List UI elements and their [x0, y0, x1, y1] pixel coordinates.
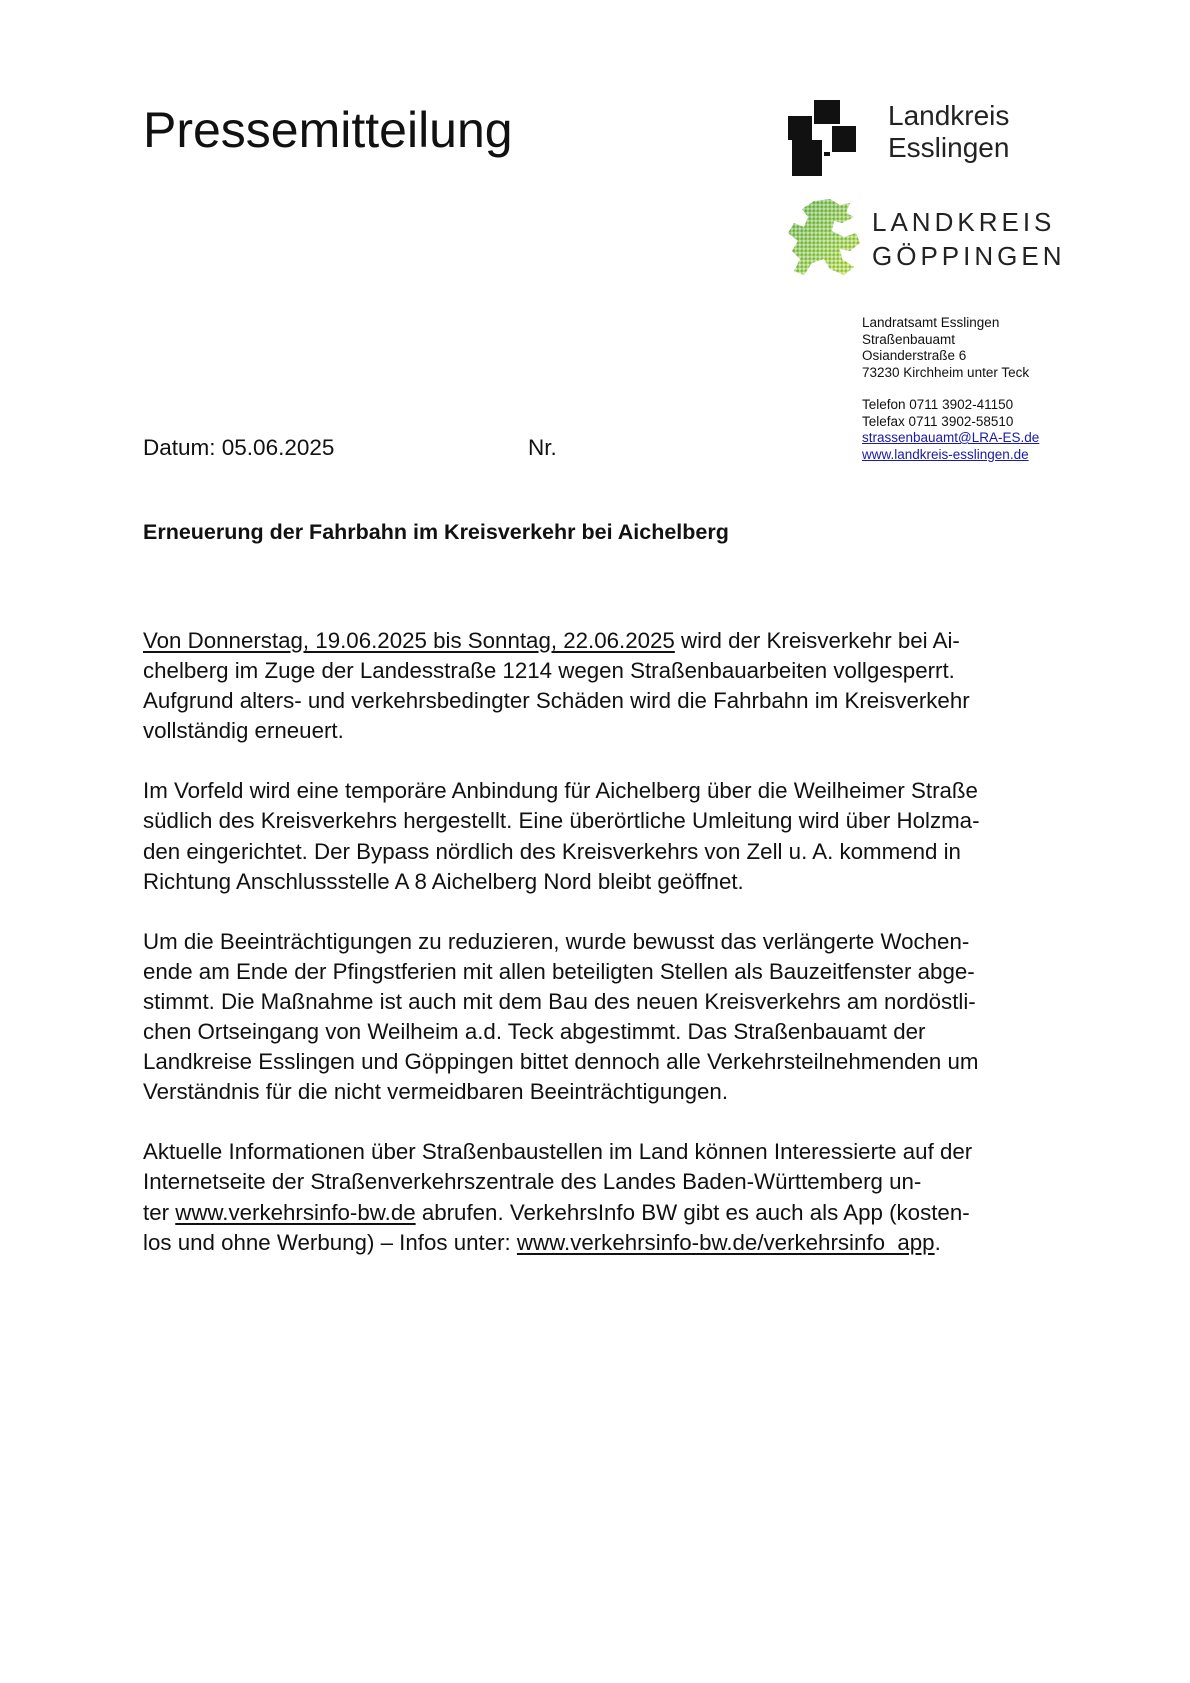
landkreis-esslingen-logo: [788, 100, 1028, 178]
headline: Erneuerung der Fahrbahn im Kreisverkehr bei Aichelberg: [143, 520, 729, 544]
number-label: Nr.: [528, 435, 557, 460]
paragraph-3: [143, 927, 1063, 1108]
text-line: vollständig erneuert.: [143, 718, 344, 744]
text-line: den eingerichtet. Der Bypass nördlich des Kreisverkehrs von Zell u. A. kommend in: [143, 838, 961, 864]
text-line: südlich des Kreisverkehrs hergestellt. Eine überörtliche Umleitung wird über Holzma-: [143, 808, 980, 834]
text-line: stimmt. Die Maßnahme ist auch mit dem Bau des neuen Kreisverkehrs am nordöstli-: [143, 988, 976, 1014]
page-title: Pressemitteilung: [143, 102, 513, 158]
date-range: Von Donnerstag, 19.06.2025 bis Sonntag, 22.06.2025: [143, 628, 675, 653]
text-line: Internetseite der Straßenverkehrszentrale des Landes Baden-Württemberg un-: [143, 1169, 922, 1195]
address-phone: Telefon 0711 3902-41150: [862, 397, 1014, 412]
address-fax: Telefax 0711 3902-58510: [862, 413, 1014, 429]
text-line: Aufgrund alters- und verkehrsbedingter Schäden wird die Fahrbahn im Kreisverkehr: [143, 688, 970, 714]
text-line: Aktuelle Informationen über Straßenbaustellen im Land können Interessierte auf der: [143, 1139, 973, 1165]
address-block: [862, 315, 1039, 463]
logo-es-line1: Landkreis: [888, 100, 1010, 131]
verkehrsinfo-link[interactable]: www.verkehrsinfo-bw.de: [175, 1199, 416, 1225]
body-text: [143, 626, 1063, 1288]
text-line: Im Vorfeld wird eine temporäre Anbindung für Aichelberg über die Weilheimer Straße: [143, 778, 978, 804]
text-line: chen Ortseingang von Weilheim a.d. Teck abgestimmt. Das Straßenbauamt der: [143, 1019, 926, 1045]
address-org: Landratsamt Esslingen: [862, 315, 1000, 330]
landkreis-goeppingen-logo: [784, 197, 1066, 279]
logo-gp-line2: GÖPPINGEN: [872, 241, 1066, 271]
text-fragment: los und ohne Werbung) – Infos unter:: [143, 1229, 517, 1255]
paragraph-4: [143, 1137, 1063, 1257]
text-line: chelberg im Zuge der Landesstraße 1214 wegen Straßenbauarbeiten vollgesperrt.: [143, 658, 955, 684]
text-line: Verständnis für die nicht vermeidbaren Beeinträchtigungen.: [143, 1079, 729, 1105]
lion-icon: [784, 197, 864, 279]
text-fragment: ter: [143, 1199, 176, 1225]
text-line: ende am Ende der Pfingstferien mit allen beteiligten Stellen als Bauzeitfenster abge-: [143, 958, 975, 984]
text-fragment: abrufen. VerkehrsInfo BW gibt es auch als App (kosten-: [415, 1199, 970, 1225]
text-line: Landkreise Esslingen und Göppingen bittet dennoch alle Verkehrsteilnehmenden um: [143, 1049, 979, 1075]
esslingen-squares-icon: [788, 100, 878, 178]
email-link[interactable]: strassenbauamt@LRA-ES.de: [862, 430, 1040, 445]
address-street: Osianderstraße 6: [862, 348, 967, 363]
paragraph-2: [143, 776, 1063, 896]
verkehrsinfo-app-link[interactable]: www.verkehrsinfo-bw.de/verkehrsinfo_app: [516, 1229, 935, 1255]
address-city: 73230 Kirchheim unter Teck: [862, 364, 1030, 380]
text-line: Um die Beeinträchtigungen zu reduzieren, wurde bewusst das verlängerte Wochen-: [143, 928, 970, 954]
logo-es-line2: Esslingen: [888, 132, 1010, 163]
text-line: Richtung Anschlussstelle A 8 Aichelberg Nord bleibt geöffnet.: [143, 868, 744, 894]
logo-gp-line1: LANDKREIS: [872, 207, 1056, 237]
text-fragment: .: [934, 1229, 941, 1255]
text-line: wird der Kreisverkehr bei Ai-: [674, 628, 960, 653]
date: Datum: 05.06.2025: [143, 435, 335, 460]
website-link[interactable]: www.landkreis-esslingen.de: [862, 446, 1029, 462]
paragraph-1: [143, 626, 1063, 746]
address-dept: Straßenbauamt: [862, 331, 956, 347]
